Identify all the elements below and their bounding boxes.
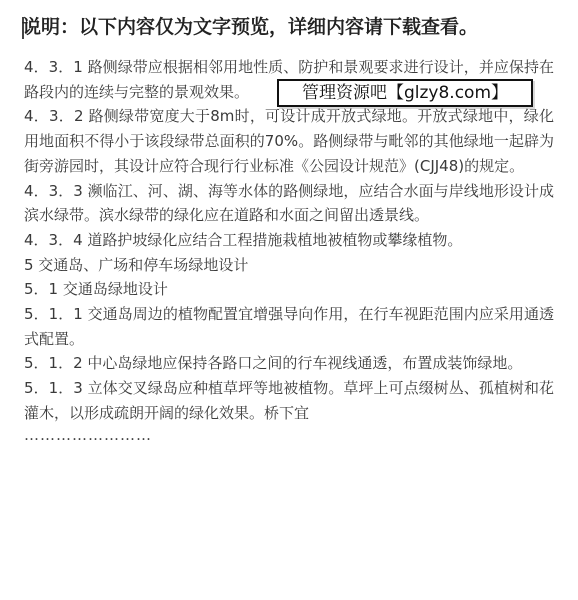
paragraph-5-1-3: 5．1．3 立体交叉绿岛应种植草坪等地被植物。草坪上可点缀树丛、孤植树和花灌木，以形成疏朗开阔的绿化效果。桥下宜 xyxy=(24,379,554,422)
paragraph-4-3-1: 4．3．1 路侧绿带应根据相邻用地性质、防护和景观要求进行设计，并应保持在路段内的连续与完整的景观效果。 xyxy=(24,58,554,101)
paragraph-4-3-4: 4．3．4 道路护坡绿化应结合工程措施栽植地被植物或攀缘植物。 xyxy=(24,230,463,249)
paragraph-5-1-1: 5．1．1 交通岛周边的植物配置宜增强导向作用，在行车视距范围内应采用通透式配置。 xyxy=(24,305,554,348)
section-heading-5: 5 交通岛、广场和停车场绿地设计 xyxy=(24,255,249,274)
section-heading-5-1: 5．1 交通岛绿地设计 xyxy=(24,280,168,299)
paragraph-4-3-3: 4．3．3 濒临江、河、湖、海等水体的路侧绿地，应结合水面与岸线地形设计成滨水绿带。滨水绿带的绿化应在道路和水面之间留出透景线。 xyxy=(24,181,554,225)
paragraph-5-1-2: 5．1．2 中心岛绿地应保持各路口之间的行车视线通透，布置成装饰绿地。 xyxy=(24,354,523,373)
truncation-ellipsis: …………………… xyxy=(24,425,152,444)
paragraph-4-3-2: 4．3．2 路侧绿带宽度大于8m时，可设计成开放式绿地。开放式绿地中，绿化用地面积不得小于该段绿带总面积的70%。路侧绿带与毗邻的其他绿地一起辟为街旁游园时，其设计应符合现行行业标准《公园设计规范》(CJJ48)的规定。 xyxy=(24,107,554,175)
document-body xyxy=(24,55,554,444)
preview-notice: 说明：以下内容仅为文字预览，详细内容请下载查看。 xyxy=(22,16,479,38)
watermark-banner: 管理资源吧【glzy8.com】 xyxy=(277,79,533,107)
